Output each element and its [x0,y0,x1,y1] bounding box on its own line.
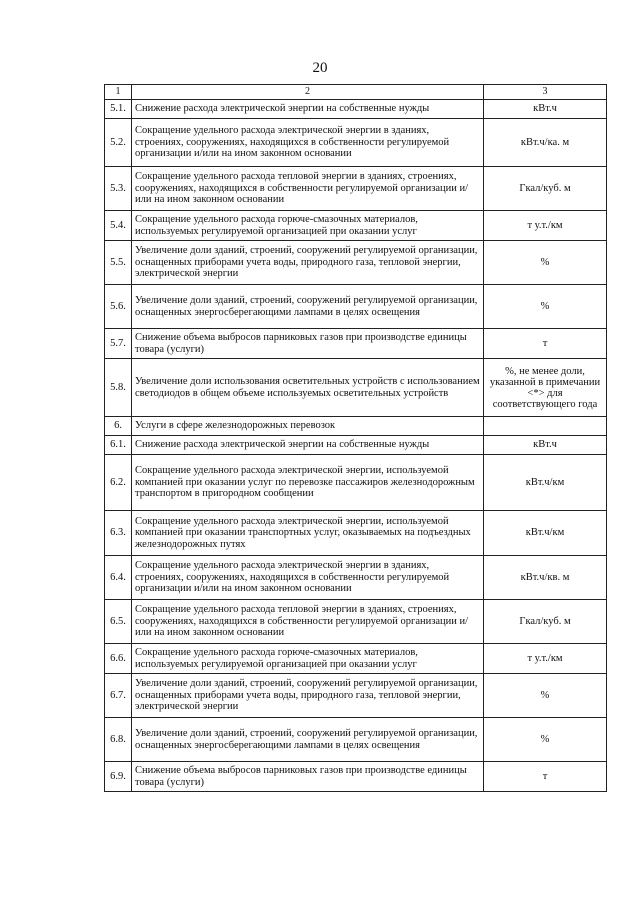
row-indicator-text: Увеличение доли зданий, строений, сооружений регулируемой организации, оснащенных энергосберегающими лампами в целях освещения [132,285,484,329]
table-row [105,241,607,285]
header-cell-1: 1 [105,85,132,100]
row-unit: % [484,285,607,329]
row-unit: кВт.ч/км [484,455,607,511]
table-row [105,436,607,455]
table-row [105,718,607,762]
row-unit: кВт.ч/ка. м [484,119,607,167]
row-number: 6.8. [105,718,132,762]
row-number: 5.5. [105,241,132,285]
row-indicator-text: Увеличение доли использования осветительных устройств с использованием светодиодов в общем объеме используемых осветительных устройств [132,359,484,417]
row-unit: % [484,241,607,285]
table-row [105,417,607,436]
row-indicator-text: Снижение расхода электрической энергии на собственные нужды [132,436,484,455]
row-unit: т у.т./км [484,211,607,241]
table-row [105,211,607,241]
row-number: 5.6. [105,285,132,329]
table-row [105,119,607,167]
row-number: 6.4. [105,556,132,600]
row-unit [484,417,607,436]
row-number: 6. [105,417,132,436]
row-unit: % [484,674,607,718]
table-row [105,511,607,556]
row-indicator-text: Увеличение доли зданий, строений, сооружений регулируемой организации, оснащенных приборами учета воды, природного газа, тепловой энергии, электрической энергии [132,674,484,718]
row-unit: % [484,718,607,762]
indicators-table [104,84,607,792]
table-row [105,100,607,119]
table-row [105,674,607,718]
row-number: 5.3. [105,167,132,211]
header-cell-3: 3 [484,85,607,100]
row-indicator-text: Сокращение удельного расхода электрической энергии, используемой компанией при оказании транспортных услуг, оказываемых на подъездных железнодорожных путях [132,511,484,556]
row-indicator-text: Снижение объема выбросов парниковых газов при производстве единицы товара (услуги) [132,329,484,359]
row-indicator-text: Сокращение удельного расхода тепловой энергии в зданиях, строениях, сооружениях, находящихся в собственности регулируемой организации и/или на ином законном основании [132,167,484,211]
row-number: 6.2. [105,455,132,511]
row-indicator-text: Услуги в сфере железнодорожных перевозок [132,417,484,436]
row-unit: %, не менее доли, указанной в примечании <*> для соответствующего года [484,359,607,417]
table-row [105,285,607,329]
row-unit: т [484,329,607,359]
row-unit: Гкал/куб. м [484,167,607,211]
row-number: 6.9. [105,762,132,792]
row-indicator-text: Увеличение доли зданий, строений, сооружений регулируемой организации, оснащенных приборами учета воды, природного газа, тепловой энергии, электрической энергии [132,241,484,285]
table-row [105,359,607,417]
row-number: 6.7. [105,674,132,718]
table-row [105,455,607,511]
row-indicator-text: Сокращение удельного расхода горюче-смазочных материалов, используемых регулируемой организацией при оказании услуг [132,644,484,674]
page-number: 20 [312,60,328,76]
row-number: 5.1. [105,100,132,119]
row-number: 6.6. [105,644,132,674]
row-number: 5.2. [105,119,132,167]
row-indicator-text: Сокращение удельного расхода горюче-смазочных материалов, используемых регулируемой организацией при оказании услуг [132,211,484,241]
row-number: 6.5. [105,600,132,644]
table-row [105,600,607,644]
row-indicator-text: Увеличение доли зданий, строений, сооружений регулируемой организации, оснащенных энергосберегающими лампами в целях освещения [132,718,484,762]
row-indicator-text: Сокращение удельного расхода электрической энергии, используемой компанией при оказании услуг по перевозке пассажиров железнодорожным транспортом в пригородном сообщении [132,455,484,511]
row-unit: т у.т./км [484,644,607,674]
table-row [105,644,607,674]
row-number: 5.8. [105,359,132,417]
row-unit: кВт.ч [484,436,607,455]
row-number: 6.1. [105,436,132,455]
table-header-row [105,85,607,100]
table-row [105,329,607,359]
row-number: 6.3. [105,511,132,556]
row-indicator-text: Сокращение удельного расхода тепловой энергии в зданиях, строениях, сооружениях, находящихся в собственности регулируемой организации и/или на ином законном основании [132,600,484,644]
row-indicator-text: Снижение расхода электрической энергии на собственные нужды [132,100,484,119]
table-row [105,556,607,600]
row-indicator-text: Снижение объема выбросов парниковых газов при производстве единицы товара (услуги) [132,762,484,792]
row-unit: кВт.ч/кв. м [484,556,607,600]
table-row [105,167,607,211]
header-cell-2: 2 [132,85,484,100]
row-indicator-text: Сокращение удельного расхода электрической энергии в зданиях, строениях, сооружениях, находящихся в собственности регулируемой организации и/или на ином законном основании [132,556,484,600]
row-unit: кВт.ч/км [484,511,607,556]
row-unit: т [484,762,607,792]
row-unit: Гкал/куб. м [484,600,607,644]
row-indicator-text: Сокращение удельного расхода электрической энергии в зданиях, строениях, сооружениях, находящихся в собственности регулируемой организации и/или на ином законном основании [132,119,484,167]
row-unit: кВт.ч [484,100,607,119]
table-row [105,762,607,792]
row-number: 5.4. [105,211,132,241]
row-number: 5.7. [105,329,132,359]
